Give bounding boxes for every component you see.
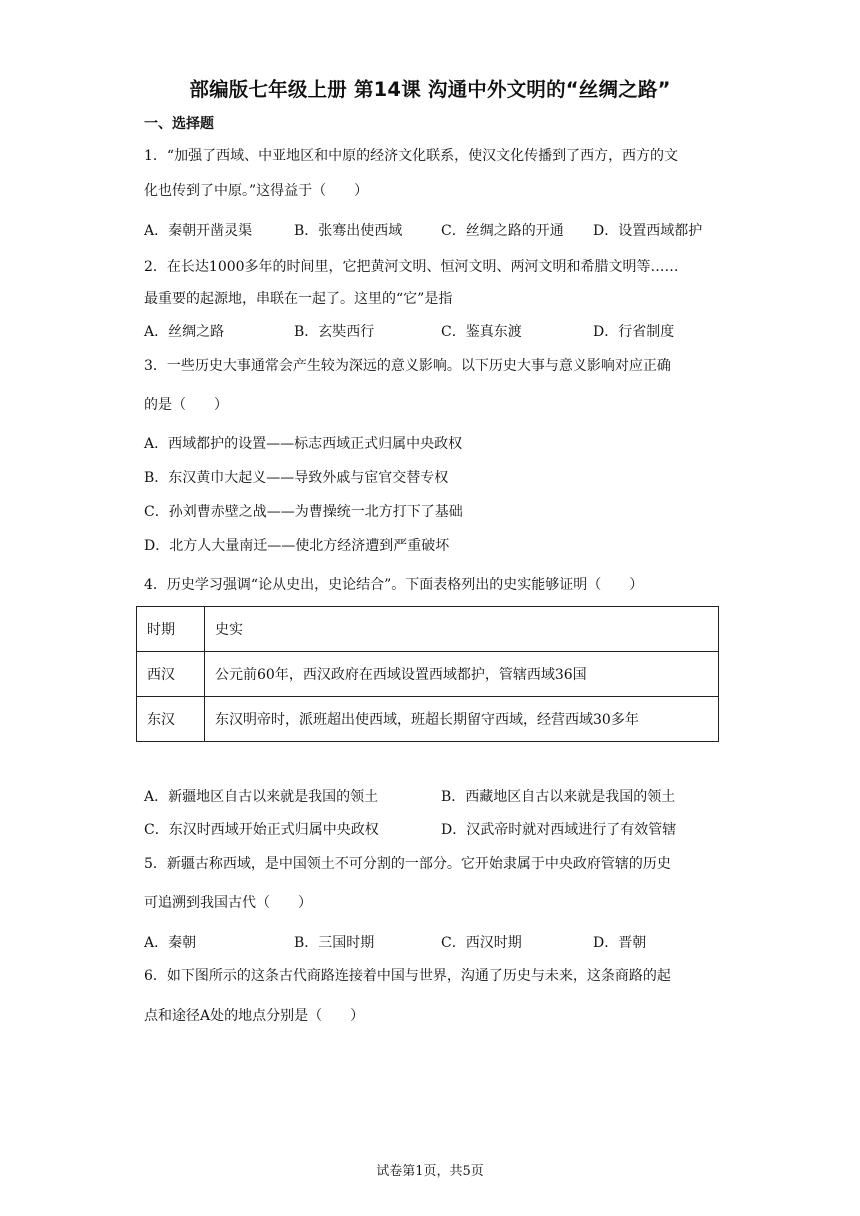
- question-4-option-c[interactable]: C．东汉时西域开始正式归属中央政权: [144, 822, 379, 838]
- table-row: [137, 652, 719, 697]
- question-6-line-1: 6．如下图所示的这条古代商路连接着中国与世界，沟通了历史与未来，这条商路的起: [144, 968, 671, 984]
- question-5-line-2: 可追溯到我国古代（ ）: [144, 895, 312, 911]
- question-1-line-2: 化也传到了中原。”这得益于（ ）: [144, 183, 369, 199]
- question-5-option-b[interactable]: B．三国时期: [294, 935, 375, 951]
- question-4-option-a[interactable]: A．新疆地区自古以来就是我国的领土: [144, 789, 379, 805]
- table-cell-fact: 东汉明帝时，派班超出使西域，班超长期留守西域，经营西域30多年: [205, 697, 719, 742]
- question-4-option-d[interactable]: D．汉武帝时就对西域进行了有效管辖: [441, 822, 677, 838]
- question-2-option-a[interactable]: A．丝绸之路: [144, 324, 225, 340]
- history-table: [136, 606, 719, 742]
- question-2-option-b[interactable]: B．玄奘西行: [294, 324, 375, 340]
- page-title: 部编版七年级上册 第14课 沟通中外文明的“丝绸之路”: [189, 78, 671, 101]
- question-3-option-d[interactable]: D．北方人大量南迁——使北方经济遭到严重破坏: [144, 538, 450, 554]
- section-heading: 一、选择题: [144, 116, 214, 132]
- question-3-line-2: 的是（ ）: [144, 397, 228, 413]
- table-cell-period: 西汉: [137, 652, 205, 697]
- question-2-line-1: 2．在长达1000多年的时间里，它把黄河文明、恒河文明、两河文明和希腊文明等……: [144, 259, 679, 275]
- question-1-line-1: 1．“加强了西域、中亚地区和中原的经济文化联系，使汉文化传播到了西方，西方的文: [144, 148, 679, 164]
- table-cell-fact: 公元前60年，西汉政府在西域设置西域都护，管辖西域36国: [205, 652, 719, 697]
- question-1-option-a[interactable]: A．秦朝开凿灵渠: [144, 223, 253, 239]
- question-5-line-1: 5．新疆古称西域，是中国领土不可分割的一部分。它开始隶属于中央政府管辖的历史: [144, 856, 671, 872]
- question-1-option-d[interactable]: D．设置西域都护: [593, 223, 703, 239]
- question-2-option-d[interactable]: D．行省制度: [593, 324, 675, 340]
- table-row: [137, 697, 719, 742]
- question-3-option-b[interactable]: B．东汉黄巾大起义——导致外戚与宦官交替专权: [144, 470, 449, 486]
- question-1-option-c[interactable]: C．丝绸之路的开通: [441, 223, 564, 239]
- table-header-period: 时期: [137, 607, 205, 652]
- question-3-option-c[interactable]: C．孙刘曹赤壁之战——为曹操统一北方打下了基础: [144, 504, 463, 520]
- question-4-option-b[interactable]: B．西藏地区自古以来就是我国的领土: [441, 789, 676, 805]
- table-cell-period: 东汉: [137, 697, 205, 742]
- page-footer: 试卷第1页，共5页: [376, 1164, 484, 1179]
- question-5-option-a[interactable]: A．秦朝: [144, 935, 197, 951]
- question-2-line-2: 最重要的起源地，串联在一起了。这里的“它”是指: [144, 291, 453, 307]
- question-1-option-b[interactable]: B．张骞出使西域: [294, 223, 403, 239]
- question-6-line-2: 点和途径A处的地点分别是（ ）: [144, 1008, 365, 1024]
- question-3-option-a[interactable]: A．西域都护的设置——标志西域正式归属中央政权: [144, 436, 463, 452]
- question-2-option-c[interactable]: C．鉴真东渡: [441, 324, 522, 340]
- question-3-line-1: 3．一些历史大事通常会产生较为深远的意义影响。以下历史大事与意义影响对应正确: [144, 358, 671, 374]
- question-4-line-1: 4．历史学习强调“论从史出，史论结合”。下面表格列出的史实能够证明（ ）: [144, 577, 644, 593]
- question-5-option-d[interactable]: D．晋朝: [593, 935, 647, 951]
- table-header-facts: 史实: [205, 607, 719, 652]
- table-header-row: [137, 607, 719, 652]
- question-5-option-c[interactable]: C．西汉时期: [441, 935, 522, 951]
